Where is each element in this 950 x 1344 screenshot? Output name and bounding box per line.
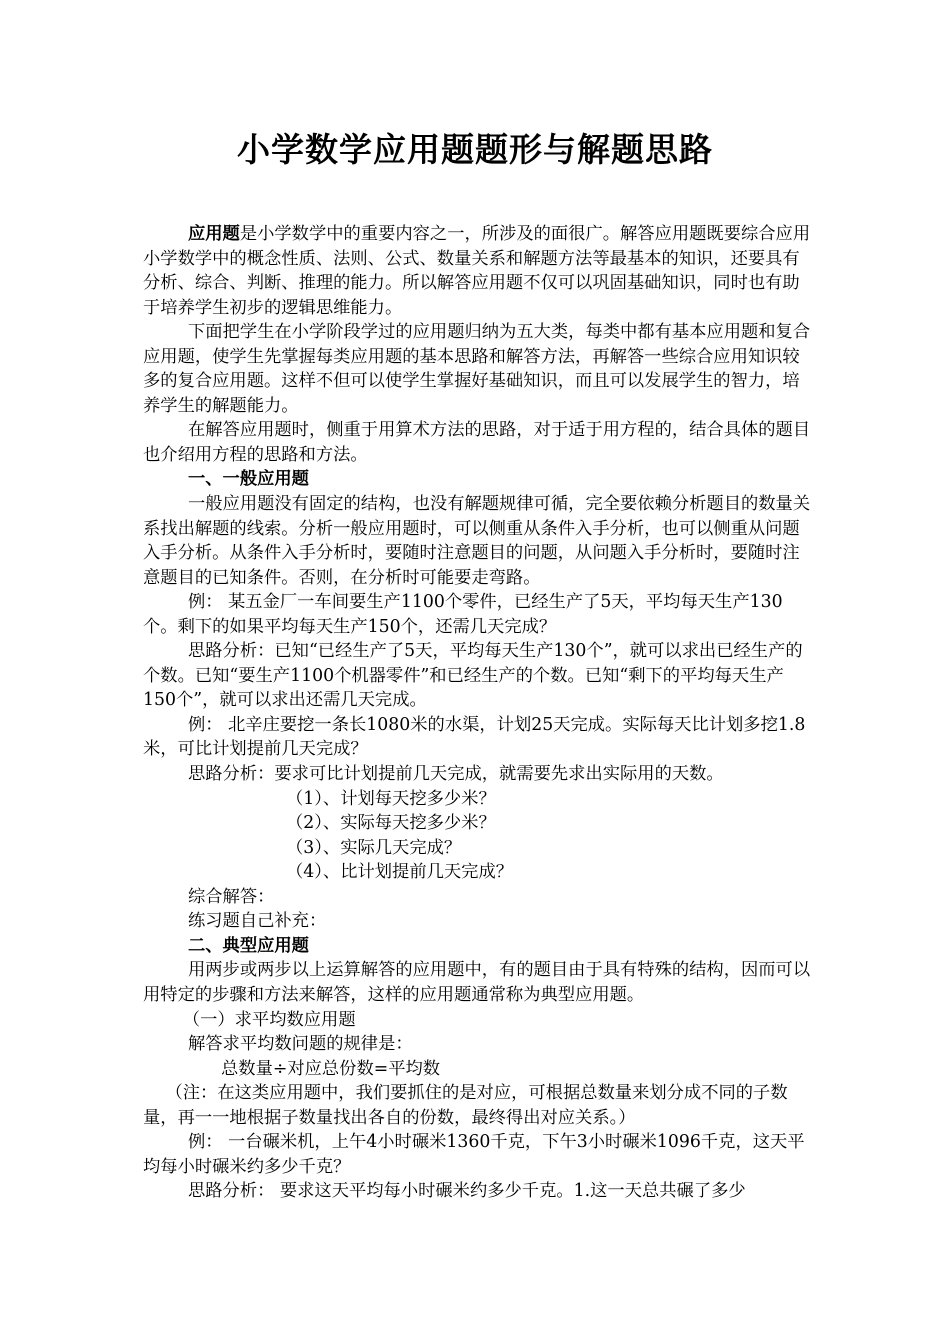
- example-3: 例： 一台碾米机，上午4小时碾米1360千克，下午3小时碾米1096千克，这天平均每小时碾米约多少千克？: [143, 1132, 805, 1177]
- intro-paragraph-1: [143, 222, 811, 320]
- formula: 总数量÷对应总份数=平均数: [221, 1058, 441, 1079]
- practice-label: 练习题自己补充：: [187, 911, 327, 932]
- note-paragraph: （注：在这类应用题中，我们要抓住的是对应，可根据总数量来划分成不同的子数量，再一一地根据子数量找出各自的份数，最终得出对应关系。）: [143, 1083, 788, 1128]
- example-2: 例： 北辛庄要挖一条长1080米的水渠，计划25天完成。实际每天比计划多挖1.8米，可比计划提前几天完成？: [143, 714, 806, 760]
- example-1: 例： 某五金厂一车间要生产1100个零件，已经生产了5天，平均每天生产130个。剩下的如果平均每天生产150个，还需几天完成？: [143, 592, 783, 637]
- analysis-3: 思路分析： 要求这天平均每小时碾米约多少千克。1.这一天总共碾了多少: [187, 1181, 746, 1202]
- section-1-paragraph: 一般应用题没有固定的结构，也没有解题规律可循，完全要依赖分析题目的数量关系找出解题的线索。分析一般应用题时，可以侧重从条件入手分析，也可以侧重从问题入手分析。从条件入手分析时，要随时注意题目的问题，从问题入手分析时，要随时注意题目的已知条件。否则，在分析时可能要走弯路。: [143, 494, 811, 588]
- intro-bold-term: 应用题: [187, 224, 240, 244]
- section-2-paragraph: 用两步或两步以上运算解答的应用题中，有的题目由于具有特殊的结构，因而可以用特定的步骤和方法来解答，这样的应用题通常称为典型应用题。: [143, 960, 811, 1005]
- step-item: （1）、计划每天挖多少米？: [286, 788, 496, 809]
- section-1-heading: 一、一般应用题: [187, 469, 309, 490]
- step-item: （2）、实际每天挖多少米？: [286, 813, 496, 834]
- document-title: 小学数学应用题题形与解题思路: [237, 130, 713, 169]
- step-item: （3）、实际几天完成？: [286, 837, 462, 858]
- subsection-heading: （一）求平均数应用题: [182, 1009, 356, 1030]
- document-body: [143, 222, 811, 1204]
- rule-label: 解答求平均数问题的规律是：: [187, 1034, 413, 1055]
- analysis-2: 思路分析：要求可比计划提前几天完成，就需要先求出实际用的天数。: [187, 764, 724, 785]
- step-item: （4）、比计划提前几天完成？: [286, 862, 514, 883]
- section-2-heading: 二、典型应用题: [187, 935, 309, 956]
- analysis-1: 思路分析：已知“已经生产了5天，平均每天生产130个”，就可以求出已经生产的个数。已知“要生产1100个机器零件”和已经生产的个数。已知“剩下的平均每天生产150个”，就可以求出还需几天完成。: [143, 641, 803, 711]
- intro-paragraph-3: 在解答应用题时，侧重于用算术方法的思路，对于适于用方程的，结合具体的题目也介绍用方程的思路和方法。: [143, 420, 811, 465]
- combined-solution-label: 综合解答：: [187, 886, 275, 907]
- intro-paragraph-2: 下面把学生在小学阶段学过的应用题归纳为五大类，每类中都有基本应用题和复合应用题，使学生先掌握每类应用题的基本思路和解答方法，再解答一些综合应用知识较多的复合应用题。这样不但可以使学生掌握好基础知识，而且可以发展学生的智力，培养学生的解题能力。: [143, 322, 811, 416]
- intro-paragraph-1-text: 是小学数学中的重要内容之一，所涉及的面很广。解答应用题既要综合应用小学数学中的概念性质、法则、公式、数量关系和解题方法等最基本的知识，还要具有分析、综合、判断、推理的能力。所以解答应用题不仅可以巩固基础知识，同时也有助于培养学生初步的逻辑思维能力。: [143, 224, 811, 318]
